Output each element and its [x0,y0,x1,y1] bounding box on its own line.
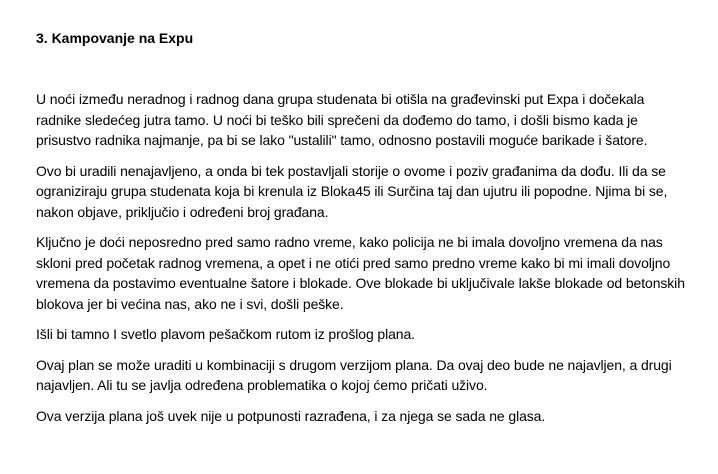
section-heading: 3. Kampovanje na Expu [36,30,194,46]
document-page [36,28,686,436]
paragraph-unannounced: Ovo bi uradili nenajavljeno, a onda bi tek postavljali storije o ovome i poziv građanima da dođu. Ili da se ograniziraju grupa studenata koja bi krenula iz Bloka45 ili Surčina taj dan ujutru ili popodne. Njima bi se, nakon objave, priključio i određeni broj građana. [36,162,668,220]
paragraph-status: Ova verzija plana još uvek nije u potpunosti razrađena, i za njega se sada ne glasa. [36,407,546,424]
paragraph-combination: Ovaj plan se može uraditi u kombinaciji s drugom verzijom plana. Da ovaj deo bude ne najavljen, a drugi najavljen. Ali tu se javlja određena problematika o kojoj ćemo pričati uživo. [36,356,672,393]
paragraph-route: Išli bi tamno I svetlo plavom pešačkom rutom iz prošlog plana. [36,326,415,342]
paragraph-timing: Ključno je doći neposredno pred samo radno vreme, kako policija ne bi imala dovoljno vremena da nas skloni pred početak radnog vremena, a opet i ne otići pred samo predno vreme kako bi mi imali dovoljno vremena da postavimo eventualne šatore i blokade. Ove blokade bi uključivale lakše blokade od betonskih blokova jer bi većina nas, ako ne i svi, došli peške. [36,234,685,312]
paragraph-camping-night: U noći između neradnog i radnog dana grupa studenata bi otišla na građevinski put Expa i dočekala radnike sledećeg jutra tamo. U noći bi teško bili sprečeni da dođemo do tamo, i došli bismo kada je prisustvo radnika najmanje, pa bi se lako "ustalili" tamo, odnosno postavili moguće barikade i šatore. [36,91,648,148]
